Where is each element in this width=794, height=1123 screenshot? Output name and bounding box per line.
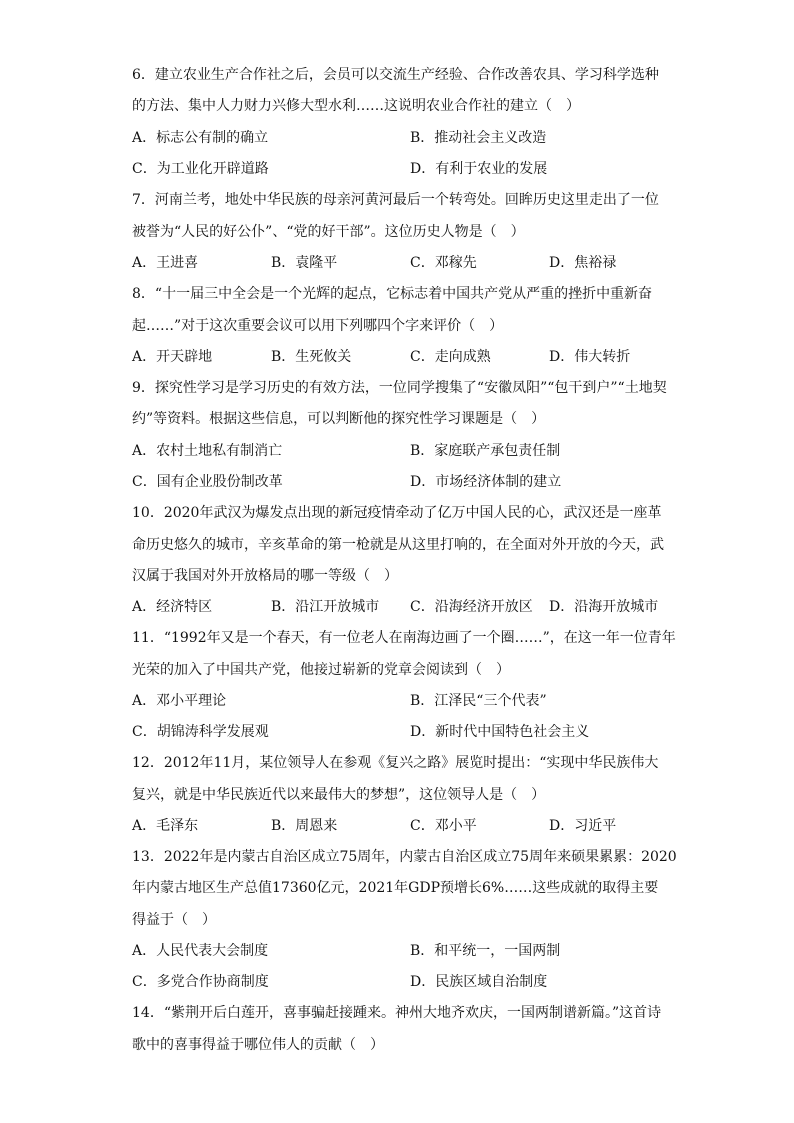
question-6-options-row-1 — [132, 128, 672, 148]
option-c: C．为工业化开辟道路 — [132, 161, 269, 177]
option-d: D．有利于农业的发展 — [410, 161, 548, 177]
question-13-line-2: 年内蒙古地区生产总值17360亿元，2021年GDP预增长6%……这些成就的取得主要 — [132, 880, 659, 896]
option-a: A．毛泽东 — [132, 818, 199, 834]
question-7-line-2: 被誉为“人民的好公仆”、“党的好干部”。这位历史人物是（ ） — [132, 224, 525, 240]
option-b: B．沿江开放城市 — [271, 599, 380, 615]
option-b: B．生死攸关 — [271, 349, 352, 365]
option-c: C．邓稼先 — [410, 255, 477, 271]
option-a: A．农村土地私有制消亡 — [132, 443, 283, 459]
question-6-line-1: 6．建立农业生产合作社之后，会员可以交流生产经验、合作改善农具、学习科学选种 — [132, 67, 659, 83]
option-d: D．市场经济体制的建立 — [410, 474, 562, 490]
question-11-options-row-1 — [132, 691, 672, 711]
question-11-options-row-2 — [132, 722, 672, 742]
option-d: D．伟大转折 — [549, 349, 631, 365]
question-8-line-2: 起……”对于这次重要会议可以用下列哪四个字来评价（ ） — [132, 318, 504, 334]
question-8-options — [132, 347, 672, 367]
question-13-line-3: 得益于（ ） — [132, 912, 216, 928]
option-a: A．开天辟地 — [132, 349, 213, 365]
question-10-line-3: 汉属于我国对外开放格局的哪一等级（ ） — [132, 568, 398, 584]
question-11-line-2: 光荣的加入了中国共产党，他接过崭新的党章会阅读到（ ） — [132, 662, 510, 678]
question-10-line-2: 命历史悠久的城市，辛亥革命的第一枪就是从这里打响的，在全面对外开放的今天，武 — [132, 537, 664, 553]
option-b: B．推动社会主义改造 — [410, 130, 547, 146]
question-11-line-1: 11．“1992年又是一个春天，有一位老人在南海边画了一个圈……”，在这一年一位青年 — [132, 630, 676, 646]
question-12-line-2: 复兴，就是中华民族近代以来最伟大的梦想”，这位领导人是（ ） — [132, 787, 546, 803]
option-a: A．王进喜 — [132, 255, 199, 271]
question-13-options-row-1 — [132, 941, 672, 961]
option-d: D．民族区域自治制度 — [410, 974, 548, 990]
option-c: C．邓小平 — [410, 818, 477, 834]
question-9-options-row-2 — [132, 472, 672, 492]
option-c: C．国有企业股份制改革 — [132, 474, 283, 490]
option-d: D．新时代中国特色社会主义 — [410, 724, 590, 740]
option-b: B．袁隆平 — [271, 255, 338, 271]
option-a: A．邓小平理论 — [132, 693, 227, 709]
question-9-line-1: 9．探究性学习是学习历史的有效方法，一位同学搜集了“安徽凤阳”“包干到户”“土地契 — [132, 380, 667, 396]
question-12-line-1: 12．2012年11月，某位领导人在参观《复兴之路》展览时提出：“实现中华民族伟大 — [132, 755, 659, 771]
question-12-options — [132, 816, 672, 836]
option-b: B．家庭联产承包责任制 — [410, 443, 561, 459]
option-c: C．沿海经济开放区 — [410, 599, 533, 615]
question-13-options-row-2 — [132, 972, 672, 992]
option-d: D．习近平 — [549, 818, 617, 834]
question-6-options-row-2 — [132, 159, 672, 179]
question-10-options — [132, 597, 672, 617]
question-9-line-2: 约”等资料。根据这些信息，可以判断他的探究性学习课题是（ ） — [132, 411, 546, 427]
option-d: D．沿海开放城市 — [549, 599, 659, 615]
question-8-line-1: 8．“十一届三中全会是一个光辉的起点，它标志着中国共产党从严重的挫折中重新奋 — [132, 286, 653, 302]
option-c: C．胡锦涛科学发展观 — [132, 724, 269, 740]
option-a: A．人民代表大会制度 — [132, 943, 269, 959]
option-b: B．和平统一，一国两制 — [410, 943, 561, 959]
question-6-line-2: 的方法、集中人力财力兴修大型水利……这说明农业合作社的建立（ ） — [132, 98, 580, 114]
option-b: B．江泽民“三个代表” — [410, 693, 547, 709]
option-b: B．周恩来 — [271, 818, 338, 834]
option-a: A．标志公有制的确立 — [132, 130, 269, 146]
option-a: A．经济特区 — [132, 599, 213, 615]
question-9-options-row-1 — [132, 441, 672, 461]
option-c: C．多党合作协商制度 — [132, 974, 269, 990]
option-c: C．走向成熟 — [410, 349, 491, 365]
question-14-line-2: 歌中的喜事得益于哪位伟人的贡献（ ） — [132, 1037, 384, 1053]
question-7-line-1: 7．河南兰考，地处中华民族的母亲河黄河最后一个转弯处。回眸历史这里走出了一位 — [132, 192, 659, 208]
question-7-options — [132, 253, 672, 273]
question-14-line-1: 14．“紫荆开后白莲开，喜事骗赶接踵来。神州大地齐欢庆，一国两制谱新篇。”这首诗 — [132, 1005, 662, 1021]
question-13-line-1: 13．2022年是内蒙古自治区成立75周年，内蒙古自治区成立75周年来硕果累累：2020 — [132, 849, 677, 865]
question-10-line-1: 10．2020年武汉为爆发点出现的新冠疫情牵动了亿万中国人民的心，武汉还是一座革 — [132, 505, 662, 521]
option-d: D．焦裕禄 — [549, 255, 617, 271]
